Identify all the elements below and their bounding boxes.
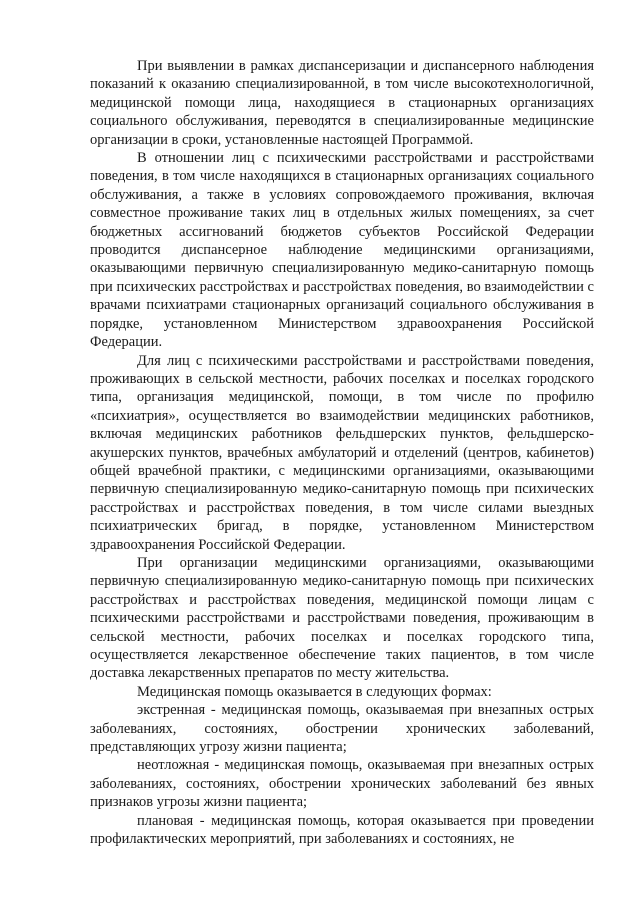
paragraph-mental-disorders-observation: В отношении лиц с психическими расстройствами и расстройствами поведения, в том числе находящихся в стационарных организациях социального обслуживания, а также в условиях сопровождаемого проживания, включая совместное проживание таких лиц в отдельных жилых помещениях, за счет бюджетных ассигнований бюджетов субъектов Российской Федерации проводится диспансерное наблюдение медицинскими организациями, оказывающими первичную специализированную медико-санитарную помощь при психических расстройствах и расстройствах поведения, во взаимодействии с врачами психиатрами стационарных организаций социального обслуживания в порядке, установленном Министерством здравоохранения Российской Федерации. [90,150,594,351]
paragraph-dispensary-transfer: При выявлении в рамках диспансеризации и диспансерного наблюдения показаний к оказанию специализированной, в том числе высокотехнологичной, медицинской помощи лица, находящиеся в стационарных организациях социального обслуживания, переводятся в специализированные медицинские организации в сроки, установленные настоящей Программой. [90,58,594,148]
paragraph-rural-psychiatry: Для лиц с психическими расстройствами и расстройствами поведения, проживающих в сельской местности, рабочих поселках и поселках городского типа, организация медицинской, помощи, в том числе по профилю «психиатрия», осуществляется во взаимодействии медицинских работников, включая медицинских работников фельдшерских пунктов, фельдшерско-акушерских пунктов, врачебных амбулаторий и отделений (центров, кабинетов) общей врачебной практики, с медицинскими организациями, оказывающими первичную специализированную медико-санитарную помощь при психических расстройствах и расстройствах поведения, в том числе силами выездных психиатрических бригад, в порядке, установленном Министерством здравоохранения Российской Федерации. [90,352,594,553]
paragraph-planned-care: плановая - медицинская помощь, которая оказывается при проведении профилактических мероприятий, при заболеваниях и состояниях, не [90,812,594,848]
paragraph-care-forms-intro: Медицинская помощь оказывается в следующих формах: [137,683,492,700]
paragraph-urgent-care: неотложная - медицинская помощь, оказываемая при внезапных острых заболеваниях, состояниях, обострении хронических заболеваний без явных признаков угрозы жизни пациента; [90,757,594,811]
paragraph-drug-provision: При организации медицинскими организациями, оказывающими первичную специализированную медико-санитарную помощь при психических расстройствах и расстройствах поведения, медицинской помощи лицам с психическими расстройствами и расстройствами поведения, проживающим в сельской местности, рабочих поселках и поселках городского типа, осуществляется лекарственное обеспечение таких пациентов, в том числе доставка лекарственных препаратов по месту жительства. [90,554,594,682]
paragraph-emergency-care: экстренная - медицинская помощь, оказываемая при внезапных острых заболеваниях, состояниях, обострении хронических заболеваний, представляющих угрозу жизни пациента; [90,702,594,756]
